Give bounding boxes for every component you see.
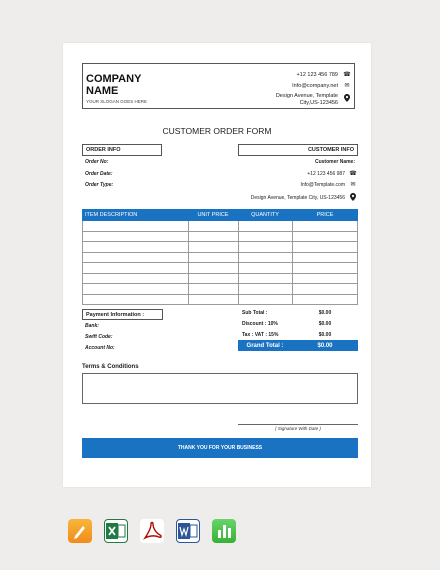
table-cell xyxy=(238,253,292,263)
table-cell xyxy=(238,242,292,252)
table-cell xyxy=(188,274,238,284)
bank-label: Bank: xyxy=(85,323,99,329)
table-cell xyxy=(188,263,238,273)
table-row xyxy=(82,263,358,274)
email-icon: ✉ xyxy=(344,83,350,89)
table-cell xyxy=(292,242,358,252)
pdf-icon[interactable] xyxy=(140,519,164,543)
payment-info-heading: Payment Information : xyxy=(82,309,163,320)
company-email: Info@company.net xyxy=(292,83,338,89)
table-row xyxy=(82,274,358,285)
tax-row xyxy=(238,329,358,340)
table-cell xyxy=(82,284,188,294)
account-no-label: Account No: xyxy=(85,345,115,351)
items-table xyxy=(82,209,358,351)
table-cell xyxy=(188,253,238,263)
thank-you-banner: THANK YOU FOR YOUR BUSINESS xyxy=(82,438,358,458)
phone-icon: ☎ xyxy=(349,171,357,177)
grand-total-label: Grand Total : xyxy=(246,342,284,349)
signature-label: ( Signature With Date ) xyxy=(275,426,321,431)
order-date-label: Order Date: xyxy=(85,171,113,177)
table-row xyxy=(82,295,358,306)
format-icons xyxy=(68,519,236,543)
discount-row xyxy=(238,318,358,329)
order-type-label: Order Type: xyxy=(85,182,114,188)
phone-icon: ☎ xyxy=(343,72,351,78)
terms-title: Terms & Conditions xyxy=(82,364,139,370)
customer-name-label: Customer Name: xyxy=(314,159,355,165)
table-row xyxy=(82,253,358,264)
order-no-label: Order No: xyxy=(85,159,109,165)
word-icon[interactable] xyxy=(176,519,200,543)
table-cell xyxy=(292,253,358,263)
table-cell xyxy=(238,274,292,284)
table-cell xyxy=(188,221,238,231)
customer-info-heading: CUSTOMER INFO xyxy=(238,144,358,156)
table-cell xyxy=(292,284,358,294)
col-quantity: QUANTITY xyxy=(251,212,279,218)
location-pin-icon xyxy=(343,94,351,104)
table-cell xyxy=(82,274,188,284)
pages-icon[interactable] xyxy=(68,519,92,543)
customer-email: Info@Template.com xyxy=(300,182,345,188)
col-item-description: ITEM DESCRIPTION xyxy=(85,212,138,218)
table-cell xyxy=(292,295,358,305)
table-cell xyxy=(238,232,292,242)
excel-icon[interactable] xyxy=(104,519,128,543)
numbers-icon[interactable] xyxy=(212,519,236,543)
table-cell xyxy=(188,242,238,252)
tax-label: Tax : VAT : 15% xyxy=(242,331,279,338)
table-cell xyxy=(238,295,292,305)
table-row xyxy=(82,242,358,253)
discount-label: Discount : 10% xyxy=(242,320,278,327)
customer-address: Design Avenue, Template City, US-123456 xyxy=(250,195,345,201)
sub-total-label: Sub Total : xyxy=(242,309,268,316)
tax-value: $0.00 xyxy=(318,331,332,338)
table-cell xyxy=(238,284,292,294)
customer-phone: +12 123 456 987 xyxy=(307,171,345,177)
col-unit-price: UNIT PRICE xyxy=(197,212,229,218)
table-cell xyxy=(188,284,238,294)
table-header xyxy=(82,209,358,221)
signature-line xyxy=(238,424,358,425)
company-header-box xyxy=(82,63,355,109)
table-cell xyxy=(238,263,292,273)
company-phone: +12 123 456 789 xyxy=(296,72,338,78)
table-body xyxy=(82,221,358,305)
table-cell xyxy=(82,242,188,252)
location-pin-icon xyxy=(349,193,357,203)
company-slogan: YOUR SLOGAN GOES HERE xyxy=(86,99,148,104)
table-cell xyxy=(292,263,358,273)
terms-box xyxy=(82,373,358,404)
order-info-heading: ORDER INFO xyxy=(82,144,162,156)
sub-total-row xyxy=(238,307,358,318)
grand-total-value: $0.00 xyxy=(317,342,333,349)
table-row xyxy=(82,284,358,295)
table-cell xyxy=(82,253,188,263)
table-cell xyxy=(82,221,188,231)
table-cell xyxy=(292,232,358,242)
form-title: CUSTOMER ORDER FORM xyxy=(162,126,272,136)
table-cell xyxy=(238,221,292,231)
table-row xyxy=(82,232,358,243)
table-cell xyxy=(82,263,188,273)
table-cell xyxy=(292,274,358,284)
email-icon: ✉ xyxy=(350,182,356,188)
table-cell xyxy=(292,221,358,231)
table-cell xyxy=(188,232,238,242)
table-cell xyxy=(82,232,188,242)
sub-total-value: $0.00 xyxy=(318,309,332,316)
discount-value: $0.00 xyxy=(318,320,332,327)
table-row xyxy=(82,221,358,232)
totals-block xyxy=(238,307,358,351)
table-cell xyxy=(82,295,188,305)
grand-total-row xyxy=(238,340,358,351)
swift-code-label: Swift Code: xyxy=(85,334,113,340)
document-page xyxy=(63,43,371,487)
col-price: PRICE xyxy=(316,212,334,218)
table-cell xyxy=(188,295,238,305)
company-name: COMPANY NAME xyxy=(86,73,142,97)
company-address: Design Avenue, Template City,US-123456 xyxy=(275,93,338,106)
